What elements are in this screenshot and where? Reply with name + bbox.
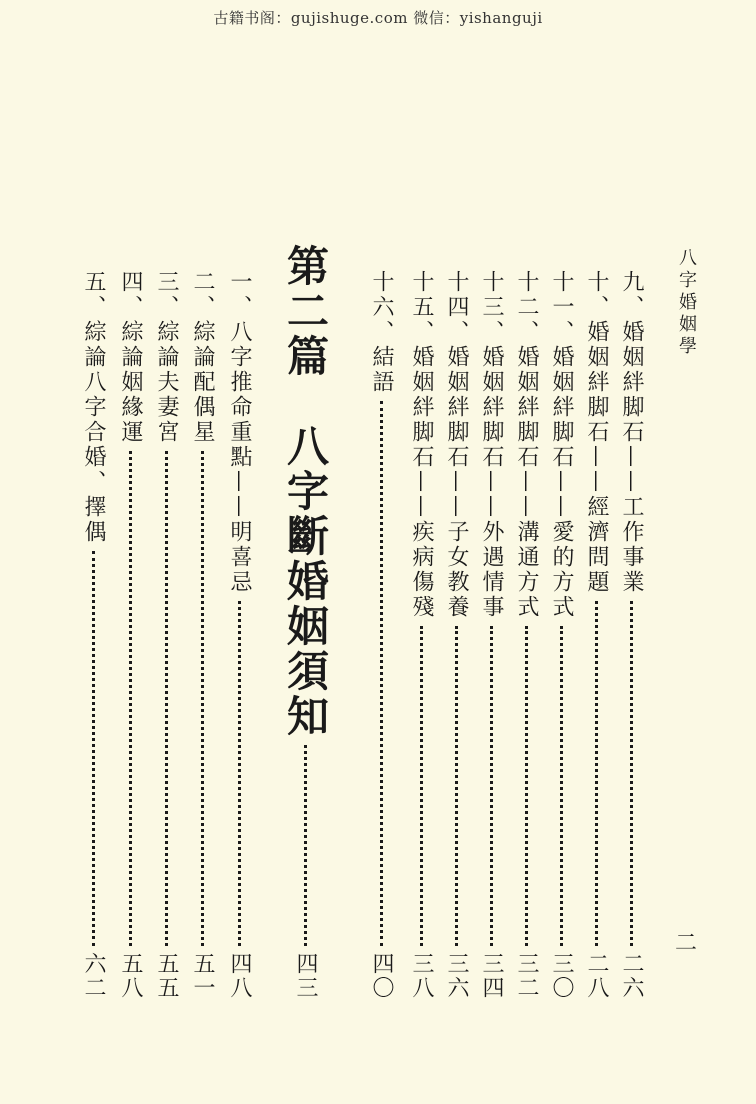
- dot-leader: [560, 626, 563, 946]
- toc-entry-title: 三、綜論夫妻宮: [154, 270, 179, 445]
- dot-leader: [238, 601, 241, 946]
- toc-entry: [544, 270, 578, 1000]
- toc-entry: [76, 270, 110, 1000]
- toc-entry-page: 五一: [190, 952, 215, 1000]
- toc-entry-title: 五、綜論八字合婚、擇偶: [81, 270, 106, 545]
- toc-entry-page: 五五: [154, 952, 179, 1000]
- toc-entry: [113, 270, 147, 1000]
- dot-leader: [92, 551, 95, 946]
- dot-leader: [129, 451, 132, 946]
- part-title: 第二篇 八字斷婚姻須知: [281, 244, 330, 739]
- page-number: 二: [674, 931, 697, 956]
- toc-entry-page: 二八: [584, 952, 609, 1000]
- dot-leader: [630, 601, 633, 946]
- toc-entry-title: 一、八字推命重點——明喜忌: [227, 270, 252, 595]
- dot-leader: [165, 451, 168, 946]
- toc-entry: [439, 270, 473, 1000]
- toc-entry-title: 四、綜論姻緣運: [118, 270, 143, 445]
- toc-entry-page: 二六: [619, 952, 644, 1000]
- part-heading: [280, 244, 330, 1000]
- toc-entry-page: 三六: [444, 952, 469, 1000]
- watermark: 古籍书阁：gujishuge.com 微信：yishanguji: [213, 9, 543, 27]
- toc-entry-title: 十一、婚姻絆脚石——愛的方式: [549, 270, 574, 620]
- toc-entry: [364, 270, 398, 1000]
- toc-entry-title: 十三、婚姻絆脚石——外遇情事: [479, 270, 504, 620]
- toc-entry-title: 十六、結語: [369, 270, 394, 395]
- dot-leader: [490, 626, 493, 946]
- toc-entry-page: 三八: [409, 952, 434, 1000]
- toc-entry-page: 四八: [227, 952, 252, 1000]
- dot-leader: [201, 451, 204, 946]
- toc-entry-title: 九、婚姻絆脚石——工作事業: [619, 270, 644, 595]
- dot-leader: [595, 601, 598, 946]
- toc-entry: [509, 270, 543, 1000]
- toc-entry: [614, 270, 648, 1000]
- toc-entry: [579, 270, 613, 1000]
- toc-entry-page: 六二: [81, 952, 106, 1000]
- toc-entry-page: 四〇: [369, 952, 394, 1000]
- dot-leader: [304, 745, 307, 946]
- toc-entry-page: 五八: [118, 952, 143, 1000]
- toc-entry-page: 三二: [514, 952, 539, 1000]
- part-page: 四三: [293, 952, 318, 1000]
- dot-leader: [455, 626, 458, 946]
- dot-leader: [420, 626, 423, 946]
- dot-leader: [525, 626, 528, 946]
- toc-entry: [404, 270, 438, 1000]
- toc-entry: [474, 270, 508, 1000]
- dot-leader: [380, 401, 383, 946]
- toc-entry: [222, 270, 256, 1000]
- toc-entry-page: 三四: [479, 952, 504, 1000]
- toc-entry-title: 十五、婚姻絆脚石——疾病傷殘: [409, 270, 434, 620]
- toc-entry-page: 三〇: [549, 952, 574, 1000]
- toc-entry-title: 十、婚姻絆脚石——經濟問題: [584, 270, 609, 595]
- toc-entry-title: 二、綜論配偶星: [190, 270, 215, 445]
- running-head: 八字婚姻學: [676, 248, 697, 358]
- toc-entry: [185, 270, 219, 1000]
- toc-entry: [149, 270, 183, 1000]
- toc-entry-title: 十二、婚姻絆脚石——溝通方式: [514, 270, 539, 620]
- toc-entry-title: 十四、婚姻絆脚石——子女教養: [444, 270, 469, 620]
